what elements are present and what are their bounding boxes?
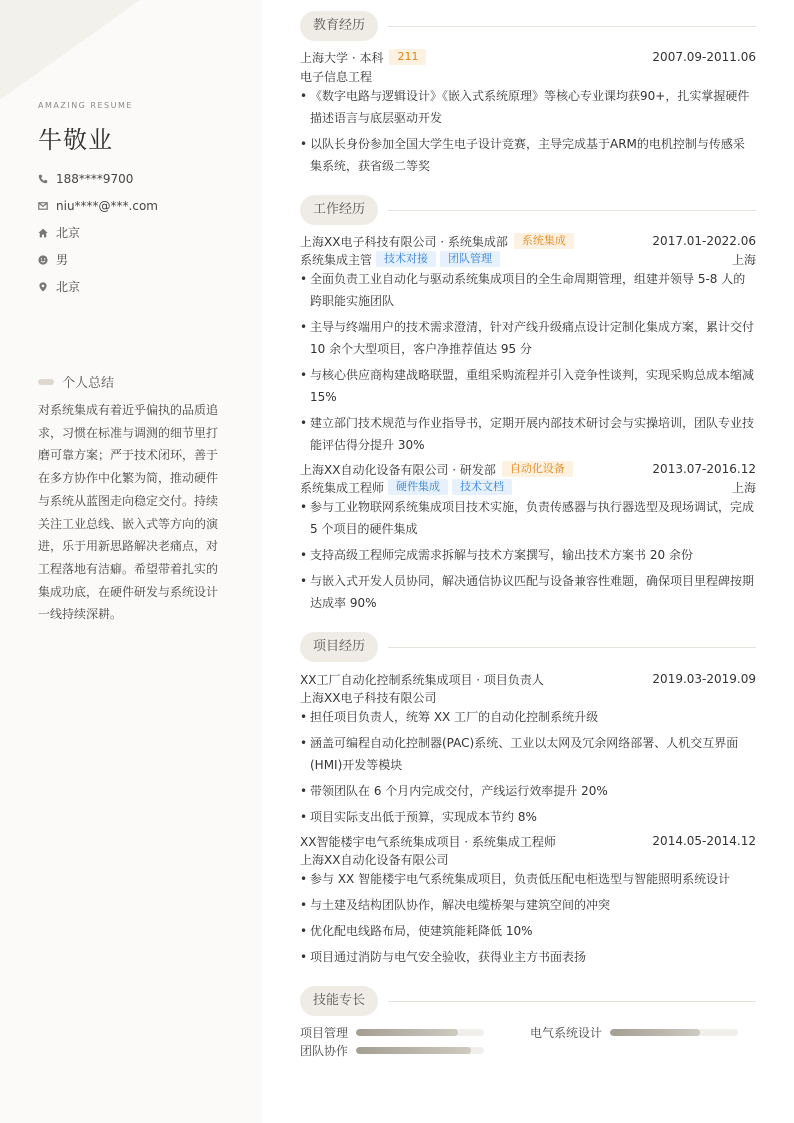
contact-gender (38, 246, 248, 273)
contact-phone (38, 165, 248, 192)
education-row (300, 48, 756, 66)
list-item: • 全面负责工业自动化与驱动系统集成项目的全生命周期管理，组建并领导 5-8 人的跨职能实施团队 (300, 268, 756, 312)
project-company-row (300, 850, 756, 868)
gender-text: 男 (56, 253, 69, 267)
list-item: • 建立部门技术规范与作业指导书，定期开展内部技术研讨会与实操培训，团队专业技能评估得分提升 30% (300, 412, 756, 456)
skills-title: 技能专长 (300, 986, 378, 1016)
job-location: 上海 (731, 252, 756, 267)
project-date: 2014.05-2014.12 (652, 834, 756, 848)
education-title: 教育经历 (300, 11, 378, 41)
project-header (300, 670, 756, 688)
company-tag: 系统集成 (514, 233, 574, 249)
education-heading (300, 11, 756, 41)
list-item: • 参与 XX 智能楼宇电气系统集成项目，负责低压配电柜选型与智能照明系统设计 (300, 868, 756, 890)
skills-heading (300, 986, 756, 1016)
job-date: 2017.01-2022.06 (652, 234, 756, 248)
contact-city (38, 273, 248, 300)
job-role: 系统集成主管 (300, 252, 373, 267)
map-pin-icon (38, 282, 48, 292)
major-name: 电子信息工程 (300, 69, 373, 84)
summary-heading (38, 372, 114, 391)
section-divider (388, 210, 756, 211)
list-item: • 担任项目负责人，统筹 XX 工厂的自动化控制系统升级 (300, 706, 756, 728)
city-text: 北京 (56, 280, 81, 294)
email-text: niu****@***.com (56, 198, 158, 213)
job-role: 系统集成工程师 (300, 480, 385, 495)
job-location: 上海 (731, 480, 756, 495)
skill-bar (356, 1029, 484, 1036)
skill-name: 项目管理 (300, 1025, 349, 1040)
contact-location (38, 219, 248, 246)
projects-heading (300, 632, 756, 662)
list-item: • 项目通过消防与电气安全验收，获得业主方书面表扬 (300, 946, 756, 968)
location-text: 北京 (56, 226, 81, 240)
project-company-row (300, 688, 756, 706)
project-company: 上海XX自动化设备有限公司 (300, 852, 449, 867)
project-company: 上海XX电子科技有限公司 (300, 690, 437, 705)
heading-marker (38, 379, 54, 385)
school-tag: 211 (389, 49, 426, 65)
phone-icon (38, 174, 48, 184)
skill-bar-fill (356, 1047, 471, 1054)
work-heading (300, 195, 756, 225)
skill-bar (356, 1047, 484, 1054)
list-item: • 与核心供应商构建战略联盟，重组采购流程并引入竞争性谈判，实现采购总成本缩减 15% (300, 364, 756, 408)
education-date: 2007.09-2011.06 (652, 50, 756, 64)
company-name: 上海XX自动化设备有限公司 · 研发部 (300, 462, 496, 477)
company-tag: 自动化设备 (502, 461, 573, 477)
list-item: • 以队长身份参加全国大学生电子设计竞赛，主导完成基于ARM的电机控制与传感采集系统，获省级二等奖 (300, 133, 756, 177)
decorative-corner (0, 0, 140, 100)
list-item: • 项目实际支出低于预算，实现成本节约 8% (300, 806, 756, 828)
skill-bar-fill (356, 1029, 458, 1036)
job-role-row (300, 250, 756, 268)
skill-name: 团队协作 (300, 1043, 349, 1058)
skill-item (300, 1023, 484, 1041)
section-divider (388, 647, 756, 648)
section-divider (388, 26, 756, 27)
list-item: • 与嵌入式开发人员协同，解决通信协议匹配与设备兼容性难题，确保项目里程碑按期达成率 90% (300, 570, 756, 614)
contact-email (38, 192, 248, 219)
home-icon (38, 228, 48, 238)
list-item: • 与土建及结构团队协作，解决电缆桥架与建筑空间的冲突 (300, 894, 756, 916)
list-item: • 支持高级工程师完成需求拆解与技术方案撰写，输出技术方案书 20 余份 (300, 544, 756, 566)
section-divider (388, 1001, 756, 1002)
list-item: • 主导与终端用户的技术需求澄清，针对产线升级痛点设计定制化集成方案，累计交付 10 余个大型项目，客户净推荐值达 95 分 (300, 316, 756, 360)
skill-bar (610, 1029, 738, 1036)
skill-name: 电气系统设计 (530, 1025, 603, 1040)
summary-title-text: 个人总结 (62, 376, 115, 391)
job-header (300, 460, 756, 478)
list-item: • 《数字电路与逻辑设计》《嵌入式系统原理》等核心专业课均获90+，扎实掌握硬件描述语言与底层驱动开发 (300, 85, 756, 129)
skill-tag: 技术对接 (376, 251, 436, 267)
skill-item (300, 1041, 484, 1059)
list-item: • 参与工业物联网系统集成项目技术实施，负责传感器与执行器选型及现场调试，完成 5 个项目的硬件集成 (300, 496, 756, 540)
list-item: • 涵盖可编程自动化控制器(PAC)系统、工业以太网及冗余网络部署、人机交互界面(HMI)开发等模块 (300, 732, 756, 776)
projects-title: 项目经历 (300, 632, 378, 662)
skill-tag: 技术文档 (452, 479, 512, 495)
sidebar (0, 0, 262, 1123)
company-name: 上海XX电子科技有限公司 · 系统集成部 (300, 234, 508, 249)
school-name: 上海大学 · 本科 (300, 50, 384, 65)
major-row (300, 67, 756, 85)
project-date: 2019.03-2019.09 (652, 672, 756, 686)
work-title: 工作经历 (300, 195, 378, 225)
list-item: • 优化配电线路布局，使建筑能耗降低 10% (300, 920, 756, 942)
job-role-row (300, 478, 756, 496)
job-header (300, 232, 756, 250)
skill-tag: 团队管理 (440, 251, 500, 267)
project-header (300, 832, 756, 850)
summary-text: 对系统集成有着近乎偏执的品质追求，习惯在标准与调测的细节里打磨可靠方案；严于技术闭环，善于在多方协作中化繁为简，推动硬件与系统从蓝图走向稳定交付。持续关注工业总线、嵌入式等方向的演进，乐于用新思路解决老痛点，对工程落地有洁癖。希望带着扎实的集成功底，在硬件研发与系统设计一线持续深耕。 (38, 403, 219, 622)
smiley-icon (38, 255, 48, 265)
list-item: • 带领团队在 6 个月内完成交付，产线运行效率提升 20% (300, 780, 756, 802)
job-date: 2013.07-2016.12 (652, 462, 756, 476)
resume-brand: AMAZING RESUME (38, 101, 133, 110)
skill-item (530, 1023, 738, 1041)
candidate-name: 牛敬业 (38, 126, 113, 154)
project-name: XX智能楼宇电气系统集成项目 · 系统集成工程师 (300, 834, 556, 849)
project-name: XX工厂自动化控制系统集成项目 · 项目负责人 (300, 672, 544, 687)
mail-icon (38, 201, 48, 211)
skill-tag: 硬件集成 (388, 479, 448, 495)
phone-text: 188****9700 (56, 171, 134, 186)
contact-list (38, 165, 248, 300)
skill-bar-fill (610, 1029, 700, 1036)
